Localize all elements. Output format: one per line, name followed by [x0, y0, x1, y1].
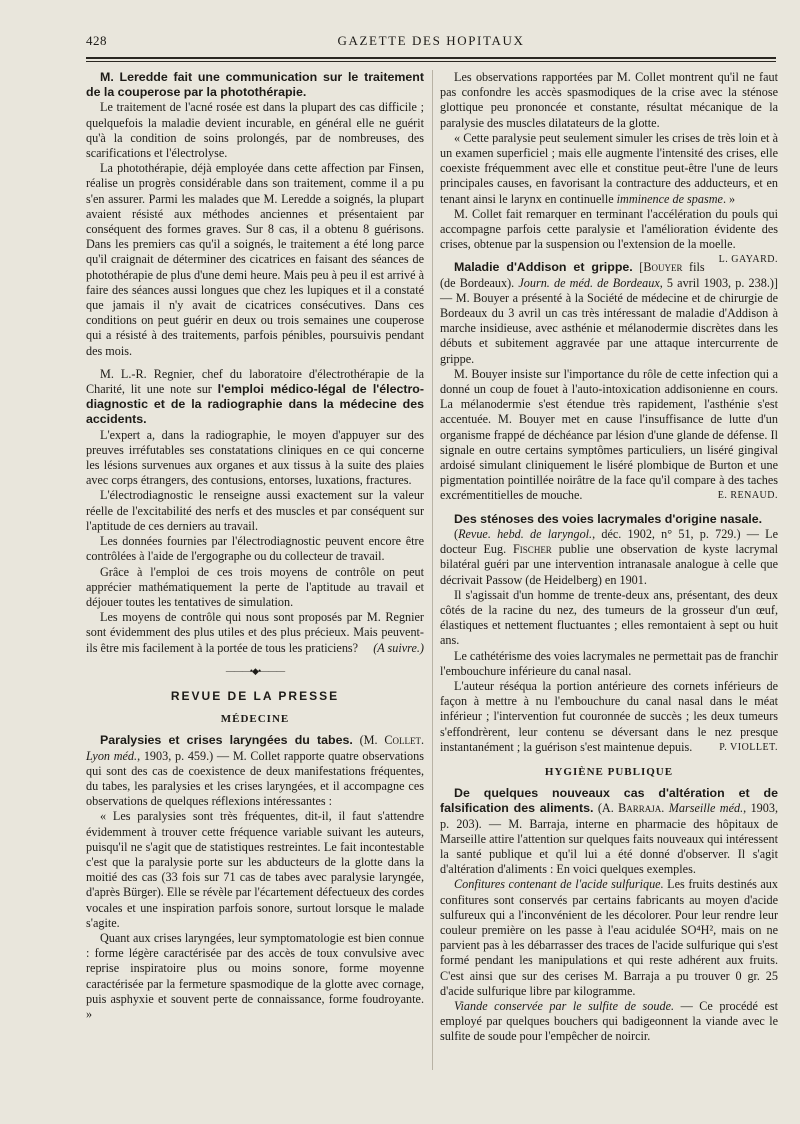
- paragraph: Les observations rapportées par M. Collet montrent qu'il ne faut pas confondre les accès spasmodiques de la crise avec la sténose glottique peu prononcée et constante, résultat mécanique de la paralysie des muscles dilatateurs de la glotte.: [440, 70, 778, 130]
- article-title: Des sténoses des voies lacrymales d'origine nasale.: [454, 511, 763, 526]
- author-name: Barraja: [618, 801, 662, 816]
- right-column: [440, 70, 778, 1045]
- paragraph: Le traitement de l'acné rosée est dans la plupart des cas difficile ; quelquefois la maladie devient incurable, en général elle ne guérit qu'à la condition de soins prolongés, par de nombreuses, des scarifications et l'électrolyse.: [86, 100, 424, 161]
- journal-name: Journ. de méd. de Bordeaux: [518, 275, 660, 290]
- paragraph: Grâce à l'emploi de ces trois moyens de contrôle on peut apprécier mathématiquement la perte de l'aptitude au travail et déjouer toutes les tentatives de simulation.: [86, 564, 424, 609]
- quotation: « Cette paralysie peut seulement simuler les crises de très loin et à un examen superficiel ; mais elle augmente l'intensité des crises, elle coexiste fréquemment avec elle et constitue peut-être l'une de leurs principales causes, en favorisant la contracture des adducteurs, et en tenant ainsi le larynx en continuelle imminence de spasme. »: [440, 130, 778, 206]
- paragraph: Confitures contenant de l'acide sulfurique. Les fruits destinés aux confitures sont conservés par certains fabricants au moyen d'acide sulfureux qui a l'inconvénient de les décolorer. Pour leur rendre leur couleur première on les passe à l'eau acidulée SO⁴H², mais on ne parvient pas à les débarrasser des traces de l'acide sulfurique qui s'est formé pendant les manipulations et qui reste adhérent aux fruits. C'est ainsi que sur des cerises M. Barraja a pu trouver 0 gr. 25 d'acide sulfurique libre par kilogramme.: [440, 877, 778, 998]
- signature: L. GAYARD.: [718, 254, 778, 266]
- paragraph: L'expert a, dans la radiographie, le moyen d'appuyer sur des preuves irréfutables ses constatations cliniques en ce qui concerne les lésions survenues aux organes et aux tissus à la suite des plaies avec corps étrangers, des contusions, entorses, luxations, fractures.: [86, 427, 424, 488]
- article-lead: M. L.-R. Regnier, chef du laboratoire d'électrothérapie de la Charité, lit une note sur: [86, 366, 424, 397]
- article-collet: Paralysies et crises laryngées du tabes. (M. Collet. Lyon méd., 1903, p. 459.) — M. Collet rapporte quatre observations qui sont des cas de coexistence de deux manifestations fréquentes, du tabes, les paralysies et les crises laryngées, et il accompagne ces observations de quelques réflexions intéressantes :: [86, 733, 424, 809]
- article-title: Paralysies et crises laryngées du tabes.: [100, 733, 353, 748]
- paragraph: Il s'agissait d'un homme de trente-deux ans, présentant, des deux côtés de la racine du nez, des tumeurs de la grosseur d'un œuf, élastiques et nettement fluctuantes ; elles remontaient à sept ou huit ans.: [440, 587, 778, 648]
- article-title: Maladie d'Addison et grippe.: [454, 260, 633, 275]
- article-regnier: [86, 367, 424, 428]
- page-number: 428: [86, 33, 107, 48]
- to-be-continued: (A suivre.): [373, 640, 424, 655]
- signature: E. RENAUD.: [717, 490, 778, 502]
- author-name: Fischer: [513, 542, 552, 557]
- article-title: l'emploi médico-légal de l'électro-diagnostic et de la radiographie dans la médecine des accidents.: [86, 382, 424, 427]
- article-stenoses: [440, 512, 778, 527]
- article-title: De quelques nouveaux cas d'altération et de falsification des aliments.: [440, 786, 778, 816]
- journal-name: Revue. hebd. de laryngol.: [458, 526, 593, 541]
- column-divider: [432, 70, 433, 1070]
- page-header: [86, 33, 776, 51]
- left-column: [86, 70, 424, 1022]
- paragraph: L'auteur réséqua la portion antérieure des cornets inférieurs de façon à mettre à nu l'embouchure du canal nasal dans le méat inférieur ; l'intervention fut couronnée de succès ; les deux tumeurs s'effondrèrent, leur contenu se déversant dans le nez presque instantanément ; la guérison s'est maintenue depuis. P. VIOLLET.: [440, 678, 778, 754]
- subheading: Confitures contenant de l'acide sulfurique.: [454, 877, 664, 892]
- subsection-title: MÉDECINE: [220, 713, 290, 726]
- paragraph: L'électrodiagnostic le renseigne aussi exactement sur la valeur réelle de l'excitabilité des nerfs et des muscles et par conséquent sur l'aptitude de ces derniers au travail.: [86, 488, 424, 533]
- quotation: Quant aux crises laryngées, leur symptomatologie est bien connue : forme légère caractérisée par des accès de toux convulsive avec reprise inspiratoire plus ou moins sonore, forme moyenne caractérisée par la fermeture spasmodique de la glotte avec cornage, puis asphyxie et souvent perte de connaissance, forme foudroyante. »: [86, 930, 424, 1021]
- header-rule-thick: [86, 57, 776, 59]
- paragraph: Le cathétérisme des voies lacrymales ne permettait pas de franchir l'embouchure inférieure du canal nasal.: [440, 648, 778, 678]
- separator-ornament: ———•◆•———: [225, 665, 285, 676]
- article-title: M. Leredde fait une communication sur le traitement de la couperose par la photothérapie.: [86, 70, 424, 100]
- header-rule-thin: [86, 61, 776, 62]
- journal-name: Marseille méd.: [668, 801, 744, 816]
- running-title: GAZETTE DES HOPITAUX: [337, 33, 525, 48]
- article-aliments: De quelques nouveaux cas d'altération et de falsification des aliments. (A. Barraja. Marseille méd., 1903, p. 203). — M. Barraja, interne en pharmacie des hôpitaux de Marseille attire l'attention sur quelques faits nouveaux qui intéressent la santé publique et qu'il lui a été donné d'observer. Il s'agit d'altération d'aliments : En voici quelques exemples.: [440, 786, 779, 877]
- paragraph: Les moyens de contrôle qui nous sont proposés par M. Regnier sont évidemment des plus utiles et des plus précieux. Mais peuvent-ils être mis facilement à la portée de tous les praticiens? (A suivre.): [86, 610, 424, 655]
- paragraph: Viande conservée par le sulfite de soude. — Ce procédé est employé par quelques bouchers qui badigeonnent la viande avec le sulfite de soude pour l'empêcher de noircir.: [440, 998, 778, 1044]
- subheading: Viande conservée par le sulfite de soude.: [454, 998, 675, 1013]
- paragraph: Les données fournies par l'électrodiagnostic peuvent encore être contrôlées à l'aide de l'ergographe ou du collecteur de travail.: [86, 534, 424, 564]
- article-addison: Maladie d'Addison et grippe. [Bouyer fils (de Bordeaux). Journ. de méd. de Bordeaux, 5 avril 1903, p. 238.)] — M. Bouyer a présenté à la Société de médecine et de chirurgie de Bordeaux du 3 avril un cas très intéressant de maladie d'Addison à marche insidieuse, avec asthénie et mélanodermie discrètes dans les débuts et subitement aggravée par une attaque intercurrente de grippe.: [440, 260, 778, 366]
- signature: P. VIOLLET.: [719, 741, 778, 753]
- paragraph: M. Collet fait remarquer en terminant l'accélération du pouls qui accompagne parfois cette paralysie et l'amélioration évidente des crises, obtenue par la suspension ou l'extension de la moelle. L. GAYARD.: [440, 207, 778, 253]
- paragraph: (Revue. hebd. de laryngol., déc. 1902, n° 51, p. 729.) — Le docteur Eug. Fischer publie une observation de kyste lacrymal bilatéral guéri par une intervention intranasale analogue à celle que décrivait Passow (de Heidelberg) en 1901.: [440, 526, 779, 587]
- section-title: REVUE DE LA PRESSE: [170, 688, 340, 703]
- journal-name: Lyon méd.: [86, 748, 138, 763]
- section-title: HYGIÈNE PUBLIQUE: [544, 765, 674, 778]
- author-name: Collet: [384, 733, 421, 748]
- author-name: Bouyer: [643, 260, 683, 275]
- paragraph: M. Bouyer insiste sur l'importance du rôle de cette infection qui a donné un coup de fouet à l'auto-intoxication addisonienne en cours. La mélanodermie s'est étendue très rapidement, l'asthénie s'est accentuée. M. Bouyer met en cause l'insuffisance de lutte d'un organisme frappé de déchéance par lésion d'une glande de défense. Il signale en outre certains symptômes particuliers, un liséré gingival ardoisé simulant cliniquement le liséré plombique de Burton et une pigmentation pointillée noirâtre de la face qu'il compare à des taches excrémentitielles de mouche. E. RENAUD.: [440, 366, 778, 503]
- quotation: « Les paralysies sont très fréquentes, dit-il, il faut s'attendre évidemment à trouver cette fréquence variable suivant les auteurs, puisqu'il ne s'agit que de statistiques restreintes. Le fait incontestable c'est que la paralysie porte sur les abducteurs de la glotte dans la moitié des cas (33 fois sur 71 cas de tabes avec paralysie laryngée, d'après Bürger). Elle se révèle par l'écartement défectueux des cordes vocales et une inspiration parfois sonore, surtout lorsque le malade s'agite.: [86, 809, 424, 930]
- paragraph: La photothérapie, déjà employée dans cette affection par Finsen, réalise un progrès considérable dans son traitement, comme il a pu s'en assurer. Parmi les malades que M. Leredde a soignés, la plupart avaient résisté aux méthodes anciennes et présentaient par conséquent des formes graves. Sur 8 cas, il a obtenu 8 guérisons. Dans les premiers cas qu'il a soignés, le traitement a été long parce qu'il craignait de déterminer des cicatrices en faisant des séances de photothérapie de plus d'une demi heure. Mais peu à peu il est arrivé à faire des séances aussi longues que chez les lupiques et il a constaté que jamais il n'y avait de cicatrices consécutives. Dans ces conditions on peut guérir en deux ou trois semaines une couperose qui a résisté à des traitements, parfois pénibles, poursuivis pendant des mois.: [86, 161, 424, 358]
- article-leredde: [86, 70, 424, 100]
